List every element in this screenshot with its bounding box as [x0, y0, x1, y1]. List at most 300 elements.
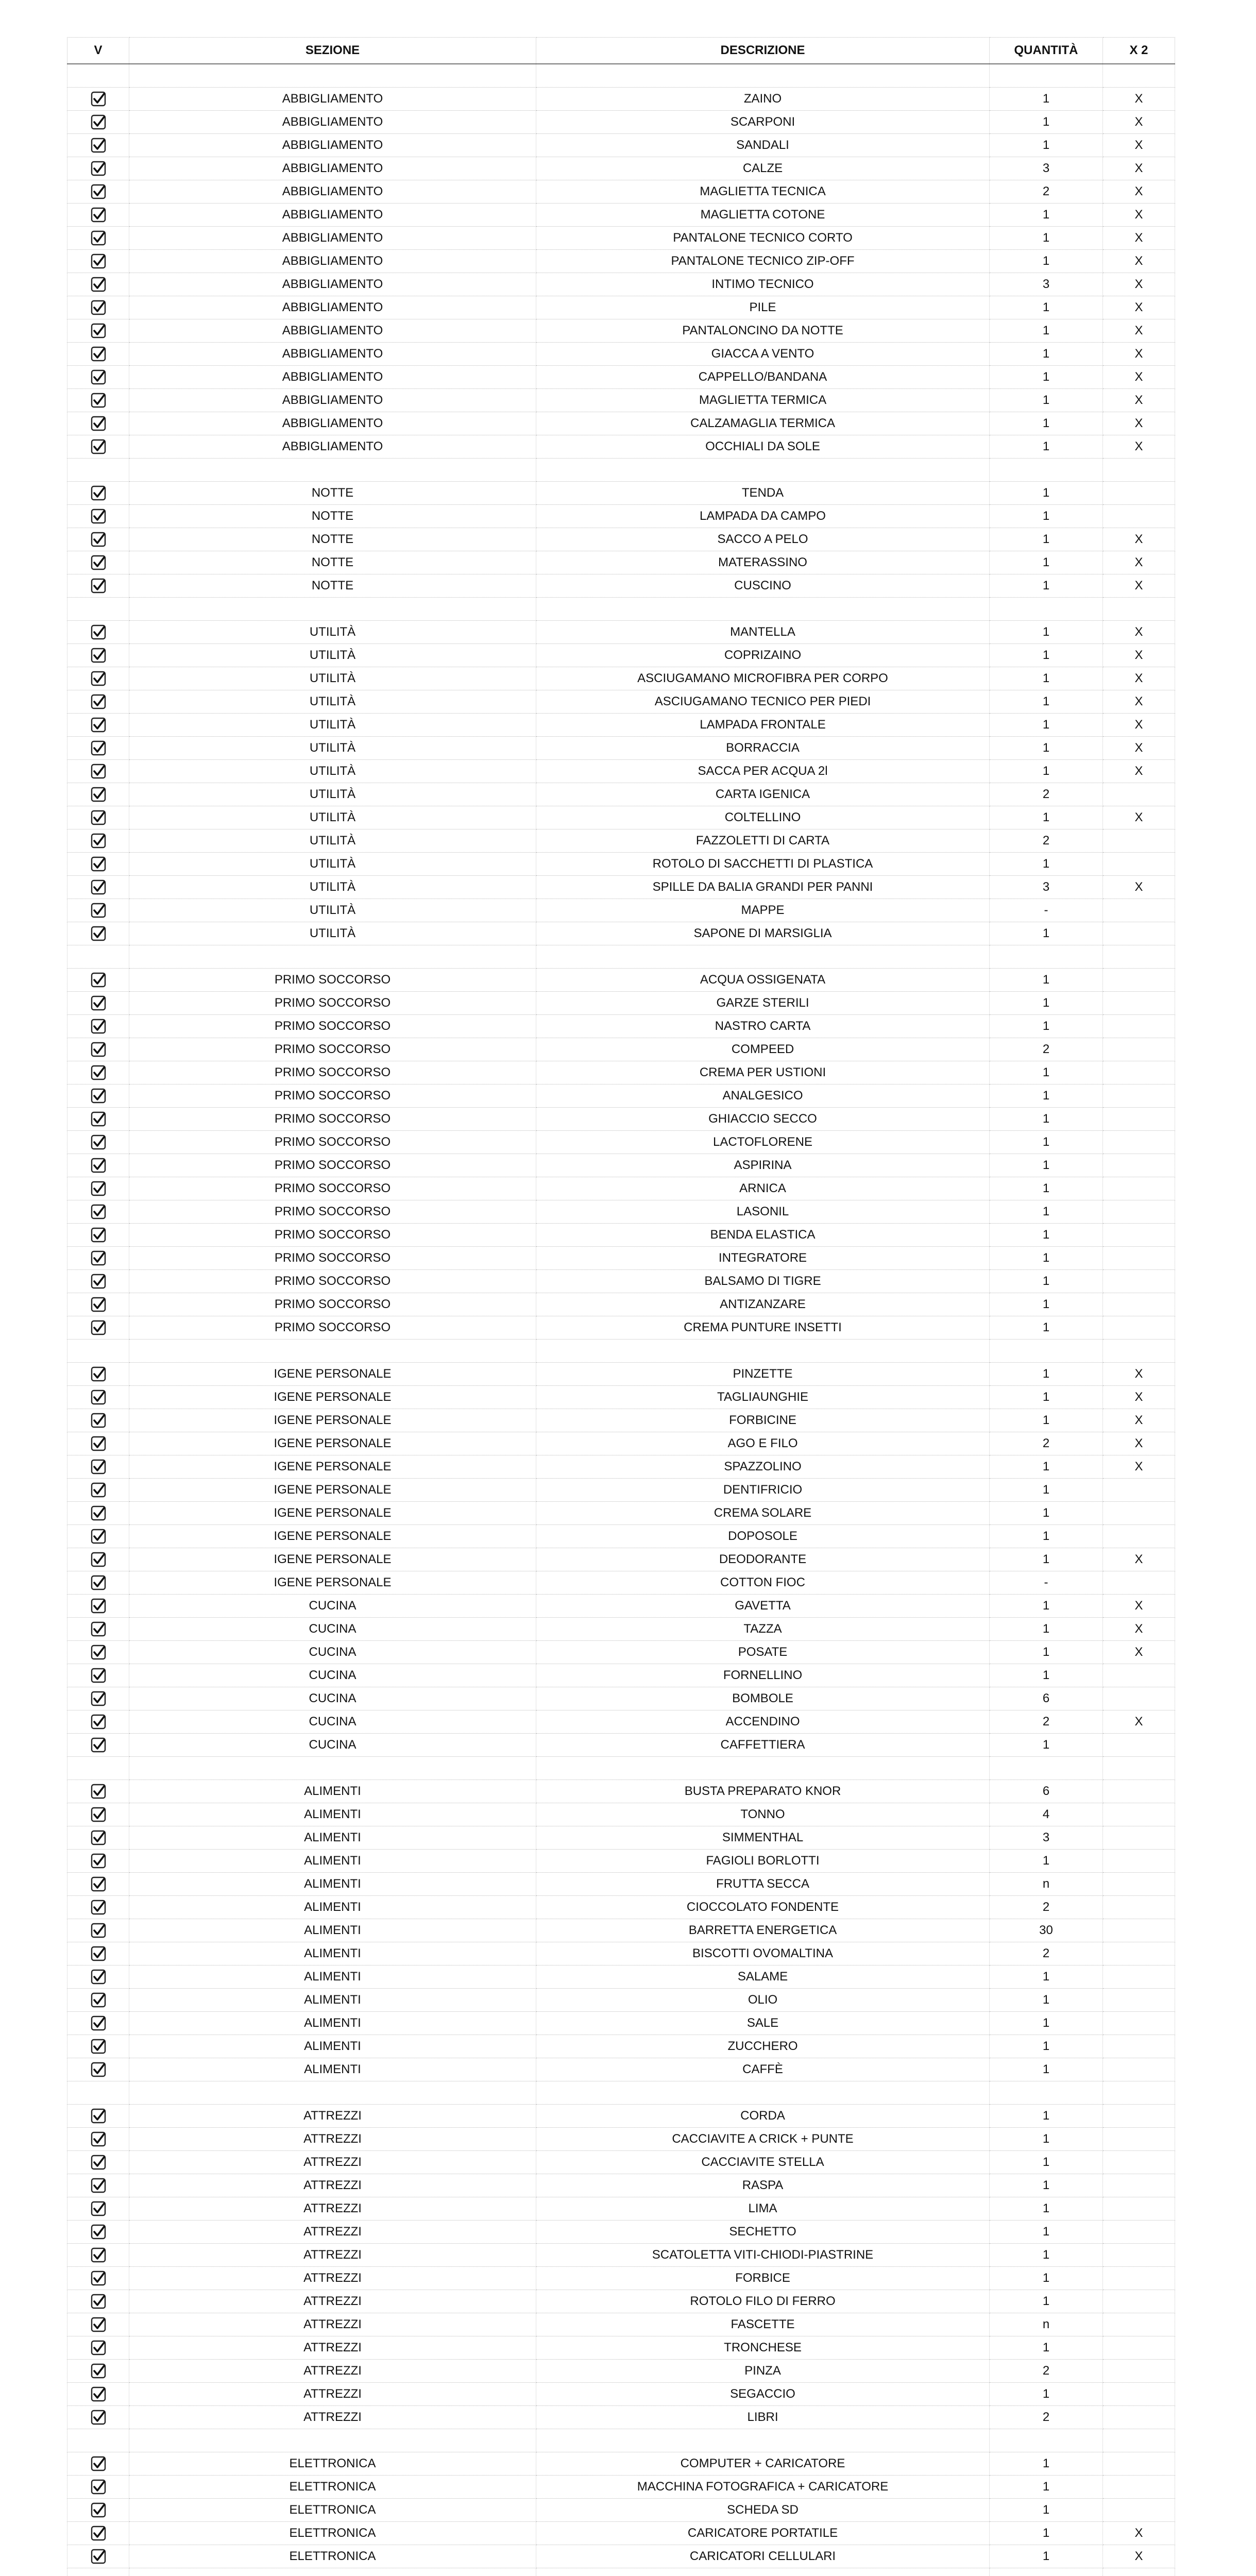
empty-cell — [67, 2429, 129, 2452]
description-cell: MAGLIETTA TECNICA — [536, 180, 990, 204]
quantity-cell: 1 — [990, 1965, 1103, 1989]
checklist-body — [67, 64, 1175, 2576]
check-cell — [67, 250, 129, 273]
section-cell: UTILITÀ — [129, 853, 536, 876]
double-cell: X — [1103, 343, 1175, 366]
checked-box-icon[interactable] — [91, 1459, 106, 1475]
checked-box-icon[interactable] — [91, 1111, 106, 1127]
check-cell — [67, 760, 129, 783]
check-cell — [67, 319, 129, 343]
double-cell — [1103, 1919, 1175, 1942]
section-cell: UTILITÀ — [129, 644, 536, 667]
check-cell — [67, 1177, 129, 1200]
table-row — [67, 1896, 1175, 1919]
description-cell: ACQUA OSSIGENATA — [536, 969, 990, 992]
spacer-row — [67, 598, 1175, 621]
double-cell: X — [1103, 551, 1175, 574]
empty-cell — [67, 2081, 129, 2105]
checked-box-icon[interactable] — [91, 578, 106, 594]
checked-box-icon[interactable] — [91, 1598, 106, 1614]
double-cell — [1103, 899, 1175, 922]
table-row — [67, 1989, 1175, 2012]
checked-box-icon[interactable] — [91, 1923, 106, 1938]
checked-box-icon[interactable] — [91, 1737, 106, 1753]
checked-box-icon[interactable] — [91, 1482, 106, 1498]
double-cell — [1103, 2267, 1175, 2290]
table-row — [67, 1061, 1175, 1084]
section-cell: ATTREZZI — [129, 2383, 536, 2406]
section-cell: ELETTRONICA — [129, 2452, 536, 2476]
checked-box-icon[interactable] — [91, 764, 106, 779]
check-cell — [67, 1664, 129, 1687]
checked-box-icon[interactable] — [91, 787, 106, 802]
checked-box-icon[interactable] — [91, 694, 106, 709]
table-row — [67, 412, 1175, 435]
checked-box-icon[interactable] — [91, 2270, 106, 2286]
checked-box-icon[interactable] — [91, 671, 106, 686]
double-cell — [1103, 829, 1175, 853]
checked-box-icon[interactable] — [91, 1274, 106, 1289]
checked-box-icon[interactable] — [91, 1830, 106, 1845]
checked-box-icon[interactable] — [91, 740, 106, 756]
check-cell — [67, 574, 129, 598]
double-cell — [1103, 1687, 1175, 1710]
checked-box-icon[interactable] — [91, 1181, 106, 1196]
checked-box-icon[interactable] — [91, 2201, 106, 2216]
checked-box-icon[interactable] — [91, 1088, 106, 1104]
description-cell: CAFFÈ — [536, 2058, 990, 2081]
double-cell: X — [1103, 111, 1175, 134]
check-cell — [67, 2499, 129, 2522]
quantity-cell: 1 — [990, 1409, 1103, 1432]
checked-box-icon[interactable] — [91, 1250, 106, 1266]
description-cell: SACCO A PELO — [536, 528, 990, 551]
table-row — [67, 2290, 1175, 2313]
check-cell — [67, 1734, 129, 1757]
description-cell: OLIO — [536, 1989, 990, 2012]
table-row — [67, 621, 1175, 644]
table-row — [67, 2244, 1175, 2267]
checked-box-icon[interactable] — [91, 1992, 106, 2008]
table-row — [67, 1734, 1175, 1757]
checked-box-icon[interactable] — [91, 1552, 106, 1567]
checked-box-icon[interactable] — [91, 2108, 106, 2124]
quantity-cell: 1 — [990, 922, 1103, 945]
double-cell — [1103, 1850, 1175, 1873]
table-row — [67, 2267, 1175, 2290]
description-cell: PANTALONE TECNICO CORTO — [536, 227, 990, 250]
checked-box-icon[interactable] — [91, 485, 106, 501]
checked-box-icon[interactable] — [91, 230, 106, 246]
description-cell: FAGIOLI BORLOTTI — [536, 1850, 990, 1873]
checked-box-icon[interactable] — [91, 2015, 106, 2031]
table-row — [67, 1687, 1175, 1710]
double-cell: X — [1103, 644, 1175, 667]
table-row — [67, 389, 1175, 412]
checked-box-icon[interactable] — [91, 1134, 106, 1150]
checked-box-icon[interactable] — [91, 416, 106, 431]
checked-box-icon[interactable] — [91, 1621, 106, 1637]
check-cell — [67, 2174, 129, 2197]
checked-box-icon[interactable] — [91, 1900, 106, 1915]
quantity-cell: 6 — [990, 1687, 1103, 1710]
checked-box-icon[interactable] — [91, 2131, 106, 2147]
section-cell: UTILITÀ — [129, 806, 536, 829]
double-cell: X — [1103, 528, 1175, 551]
section-cell: ALIMENTI — [129, 1780, 536, 1803]
table-row — [67, 250, 1175, 273]
checked-box-icon[interactable] — [91, 810, 106, 825]
empty-cell — [990, 459, 1103, 482]
description-cell: FAZZOLETTI DI CARTA — [536, 829, 990, 853]
table-row — [67, 1200, 1175, 1224]
double-cell — [1103, 1200, 1175, 1224]
description-cell: SECHETTO — [536, 2221, 990, 2244]
quantity-cell: 1 — [990, 2290, 1103, 2313]
section-cell: NOTTE — [129, 505, 536, 528]
section-cell: NOTTE — [129, 528, 536, 551]
table-row — [67, 574, 1175, 598]
section-cell: ALIMENTI — [129, 2012, 536, 2035]
double-cell — [1103, 1131, 1175, 1154]
checked-box-icon[interactable] — [91, 2247, 106, 2263]
section-cell: ABBIGLIAMENTO — [129, 366, 536, 389]
description-cell: ASPIRINA — [536, 1154, 990, 1177]
checked-box-icon[interactable] — [91, 903, 106, 918]
checked-box-icon[interactable] — [91, 648, 106, 663]
section-cell: UTILITÀ — [129, 690, 536, 714]
checked-box-icon[interactable] — [91, 1691, 106, 1706]
checked-box-icon[interactable] — [91, 277, 106, 292]
double-cell — [1103, 2383, 1175, 2406]
checked-box-icon[interactable] — [91, 2502, 106, 2518]
section-cell: UTILITÀ — [129, 621, 536, 644]
checked-box-icon[interactable] — [91, 300, 106, 315]
double-cell — [1103, 2035, 1175, 2058]
check-cell — [67, 690, 129, 714]
description-cell: SCARPONI — [536, 111, 990, 134]
double-cell — [1103, 969, 1175, 992]
double-cell — [1103, 1896, 1175, 1919]
description-cell: CREMA PER USTIONI — [536, 1061, 990, 1084]
section-cell: CUCINA — [129, 1664, 536, 1687]
description-cell: MAGLIETTA TERMICA — [536, 389, 990, 412]
checked-box-icon[interactable] — [91, 1158, 106, 1173]
table-row — [67, 2336, 1175, 2360]
description-cell: SPAZZOLINO — [536, 1455, 990, 1479]
checked-box-icon[interactable] — [91, 995, 106, 1011]
empty-cell — [1103, 2429, 1175, 2452]
checked-box-icon[interactable] — [91, 161, 106, 176]
check-cell — [67, 204, 129, 227]
checked-box-icon[interactable] — [91, 1204, 106, 1219]
checked-box-icon[interactable] — [91, 2340, 106, 2355]
quantity-cell: 1 — [990, 2267, 1103, 2290]
check-cell — [67, 783, 129, 806]
section-cell: PRIMO SOCCORSO — [129, 1038, 536, 1061]
empty-cell — [67, 945, 129, 969]
checked-box-icon[interactable] — [91, 2386, 106, 2402]
empty-cell — [1103, 1757, 1175, 1780]
table-row — [67, 2499, 1175, 2522]
table-row — [67, 1710, 1175, 1734]
empty-cell — [1103, 459, 1175, 482]
checked-box-icon[interactable] — [91, 1853, 106, 1869]
checked-box-icon[interactable] — [91, 2410, 106, 2425]
section-cell: ATTREZZI — [129, 2360, 536, 2383]
table-row — [67, 1363, 1175, 1386]
quantity-cell: 1 — [990, 1293, 1103, 1316]
checked-box-icon[interactable] — [91, 1320, 106, 1335]
double-cell: X — [1103, 88, 1175, 111]
checked-box-icon[interactable] — [91, 1019, 106, 1034]
checked-box-icon[interactable] — [91, 2479, 106, 2495]
double-cell: X — [1103, 760, 1175, 783]
check-cell — [67, 1826, 129, 1850]
section-cell: IGENE PERSONALE — [129, 1386, 536, 1409]
checked-box-icon[interactable] — [91, 1946, 106, 1961]
table-row — [67, 1409, 1175, 1432]
checked-box-icon[interactable] — [91, 1413, 106, 1428]
section-cell: UTILITÀ — [129, 783, 536, 806]
checked-box-icon[interactable] — [91, 1784, 106, 1799]
checked-box-icon[interactable] — [91, 323, 106, 338]
checked-box-icon[interactable] — [91, 393, 106, 408]
checked-box-icon[interactable] — [91, 1529, 106, 1544]
quantity-cell: 2 — [990, 1432, 1103, 1455]
description-cell: CARICATORI CELLULARI — [536, 2545, 990, 2568]
description-cell: FASCETTE — [536, 2313, 990, 2336]
check-cell — [67, 1965, 129, 1989]
check-cell — [67, 621, 129, 644]
table-row — [67, 667, 1175, 690]
check-cell — [67, 1618, 129, 1641]
quantity-cell: 1 — [990, 505, 1103, 528]
section-cell: ALIMENTI — [129, 2058, 536, 2081]
section-cell: IGENE PERSONALE — [129, 1502, 536, 1525]
quantity-cell: 1 — [990, 2128, 1103, 2151]
check-cell — [67, 1084, 129, 1108]
section-cell: IGENE PERSONALE — [129, 1432, 536, 1455]
quantity-cell: 1 — [990, 806, 1103, 829]
table-row — [67, 343, 1175, 366]
check-cell — [67, 412, 129, 435]
checked-box-icon[interactable] — [91, 1668, 106, 1683]
table-row — [67, 1618, 1175, 1641]
table-row — [67, 1965, 1175, 1989]
quantity-cell: 1 — [990, 2499, 1103, 2522]
table-row — [67, 2058, 1175, 2081]
empty-cell — [536, 2568, 990, 2576]
checked-box-icon[interactable] — [91, 2549, 106, 2564]
check-cell — [67, 1548, 129, 1571]
table-row — [67, 1108, 1175, 1131]
section-cell: UTILITÀ — [129, 876, 536, 899]
table-row — [67, 690, 1175, 714]
checked-box-icon[interactable] — [91, 439, 106, 454]
checked-box-icon[interactable] — [91, 856, 106, 872]
checked-box-icon[interactable] — [91, 1876, 106, 1892]
empty-cell — [1103, 1340, 1175, 1363]
checked-box-icon[interactable] — [91, 509, 106, 524]
section-cell: ALIMENTI — [129, 1896, 536, 1919]
quantity-cell: 1 — [990, 1061, 1103, 1084]
check-cell — [67, 2105, 129, 2128]
double-cell — [1103, 1177, 1175, 1200]
check-cell — [67, 2360, 129, 2383]
double-cell: X — [1103, 273, 1175, 296]
section-cell: ATTREZZI — [129, 2174, 536, 2197]
checked-box-icon[interactable] — [91, 1366, 106, 1382]
empty-cell — [67, 1757, 129, 1780]
double-cell — [1103, 1965, 1175, 1989]
table-row — [67, 760, 1175, 783]
checked-box-icon[interactable] — [91, 207, 106, 223]
description-cell: CREMA PUNTURE INSETTI — [536, 1316, 990, 1340]
checked-box-icon[interactable] — [91, 2526, 106, 2541]
double-cell — [1103, 2290, 1175, 2313]
check-cell — [67, 1224, 129, 1247]
table-row — [67, 2035, 1175, 2058]
table-row — [67, 1224, 1175, 1247]
checked-box-icon[interactable] — [91, 2294, 106, 2309]
checked-box-icon[interactable] — [91, 1505, 106, 1521]
check-cell — [67, 1710, 129, 1734]
checked-box-icon[interactable] — [91, 972, 106, 988]
checked-box-icon[interactable] — [91, 624, 106, 640]
quantity-cell: 1 — [990, 760, 1103, 783]
double-cell — [1103, 922, 1175, 945]
description-cell: SALE — [536, 2012, 990, 2035]
double-cell: X — [1103, 204, 1175, 227]
description-cell: LIBRI — [536, 2406, 990, 2429]
quantity-cell: 1 — [990, 1989, 1103, 2012]
checked-box-icon[interactable] — [91, 346, 106, 362]
check-cell — [67, 296, 129, 319]
quantity-cell: 1 — [990, 227, 1103, 250]
table-row — [67, 157, 1175, 180]
checked-box-icon[interactable] — [91, 2155, 106, 2170]
description-cell: MAGLIETTA COTONE — [536, 204, 990, 227]
checked-box-icon[interactable] — [91, 1645, 106, 1660]
checked-box-icon[interactable] — [91, 2317, 106, 2332]
double-cell: X — [1103, 296, 1175, 319]
check-cell — [67, 1850, 129, 1873]
checked-box-icon[interactable] — [91, 114, 106, 130]
section-cell: ABBIGLIAMENTO — [129, 204, 536, 227]
table-row — [67, 2545, 1175, 2568]
spacer-row — [67, 2429, 1175, 2452]
description-cell: CACCIAVITE STELLA — [536, 2151, 990, 2174]
double-cell — [1103, 1038, 1175, 1061]
checked-box-icon[interactable] — [91, 1297, 106, 1312]
checked-box-icon[interactable] — [91, 1227, 106, 1243]
quantity-cell: 1 — [990, 482, 1103, 505]
checked-box-icon[interactable] — [91, 91, 106, 107]
quantity-cell: n — [990, 2313, 1103, 2336]
table-row — [67, 2383, 1175, 2406]
checked-box-icon[interactable] — [91, 1714, 106, 1730]
checked-box-icon[interactable] — [91, 253, 106, 269]
checked-box-icon[interactable] — [91, 2062, 106, 2077]
table-row — [67, 1455, 1175, 1479]
checked-box-icon[interactable] — [91, 1807, 106, 1822]
section-cell: ALIMENTI — [129, 1803, 536, 1826]
double-cell: X — [1103, 690, 1175, 714]
section-cell: PRIMO SOCCORSO — [129, 1177, 536, 1200]
checked-box-icon[interactable] — [91, 1436, 106, 1451]
table-row — [67, 853, 1175, 876]
check-cell — [67, 644, 129, 667]
empty-cell — [536, 64, 990, 88]
empty-cell — [990, 2568, 1103, 2576]
double-cell: X — [1103, 157, 1175, 180]
double-cell: X — [1103, 621, 1175, 644]
checked-box-icon[interactable] — [91, 833, 106, 849]
empty-cell — [990, 1340, 1103, 1363]
check-cell — [67, 435, 129, 459]
checked-box-icon[interactable] — [91, 138, 106, 153]
checked-box-icon[interactable] — [91, 2178, 106, 2193]
quantity-cell: 2 — [990, 180, 1103, 204]
empty-cell — [536, 459, 990, 482]
section-cell: ELETTRONICA — [129, 2499, 536, 2522]
checklist-table — [67, 37, 1175, 2576]
section-cell: IGENE PERSONALE — [129, 1479, 536, 1502]
checked-box-icon[interactable] — [91, 1969, 106, 1985]
double-cell: X — [1103, 1641, 1175, 1664]
table-row — [67, 1803, 1175, 1826]
description-cell: CAFFETTIERA — [536, 1734, 990, 1757]
check-cell — [67, 853, 129, 876]
checked-box-icon[interactable] — [91, 1042, 106, 1057]
checked-box-icon[interactable] — [91, 555, 106, 570]
checked-box-icon[interactable] — [91, 2456, 106, 2471]
description-cell: TAZZA — [536, 1618, 990, 1641]
empty-cell — [67, 1340, 129, 1363]
empty-cell — [1103, 598, 1175, 621]
checked-box-icon[interactable] — [91, 184, 106, 199]
description-cell: TAGLIAUNGHIE — [536, 1386, 990, 1409]
section-cell: PRIMO SOCCORSO — [129, 1270, 536, 1293]
table-row — [67, 806, 1175, 829]
double-cell — [1103, 1108, 1175, 1131]
checked-box-icon[interactable] — [91, 879, 106, 895]
checked-box-icon[interactable] — [91, 369, 106, 385]
section-cell: PRIMO SOCCORSO — [129, 1015, 536, 1038]
checked-box-icon[interactable] — [91, 926, 106, 941]
checked-box-icon[interactable] — [91, 717, 106, 733]
section-cell: IGENE PERSONALE — [129, 1571, 536, 1595]
checked-box-icon[interactable] — [91, 532, 106, 547]
check-cell — [67, 1270, 129, 1293]
empty-cell — [67, 459, 129, 482]
double-cell: X — [1103, 1432, 1175, 1455]
check-cell — [67, 667, 129, 690]
checked-box-icon[interactable] — [91, 2363, 106, 2379]
checked-box-icon[interactable] — [91, 2224, 106, 2240]
section-cell: ATTREZZI — [129, 2221, 536, 2244]
description-cell: BORRACCIA — [536, 737, 990, 760]
checked-box-icon[interactable] — [91, 2039, 106, 2054]
check-cell — [67, 2476, 129, 2499]
section-cell: IGENE PERSONALE — [129, 1409, 536, 1432]
description-cell: PINZA — [536, 2360, 990, 2383]
empty-cell — [129, 2081, 536, 2105]
checked-box-icon[interactable] — [91, 1065, 106, 1080]
checked-box-icon[interactable] — [91, 1575, 106, 1590]
checked-box-icon[interactable] — [91, 1389, 106, 1405]
